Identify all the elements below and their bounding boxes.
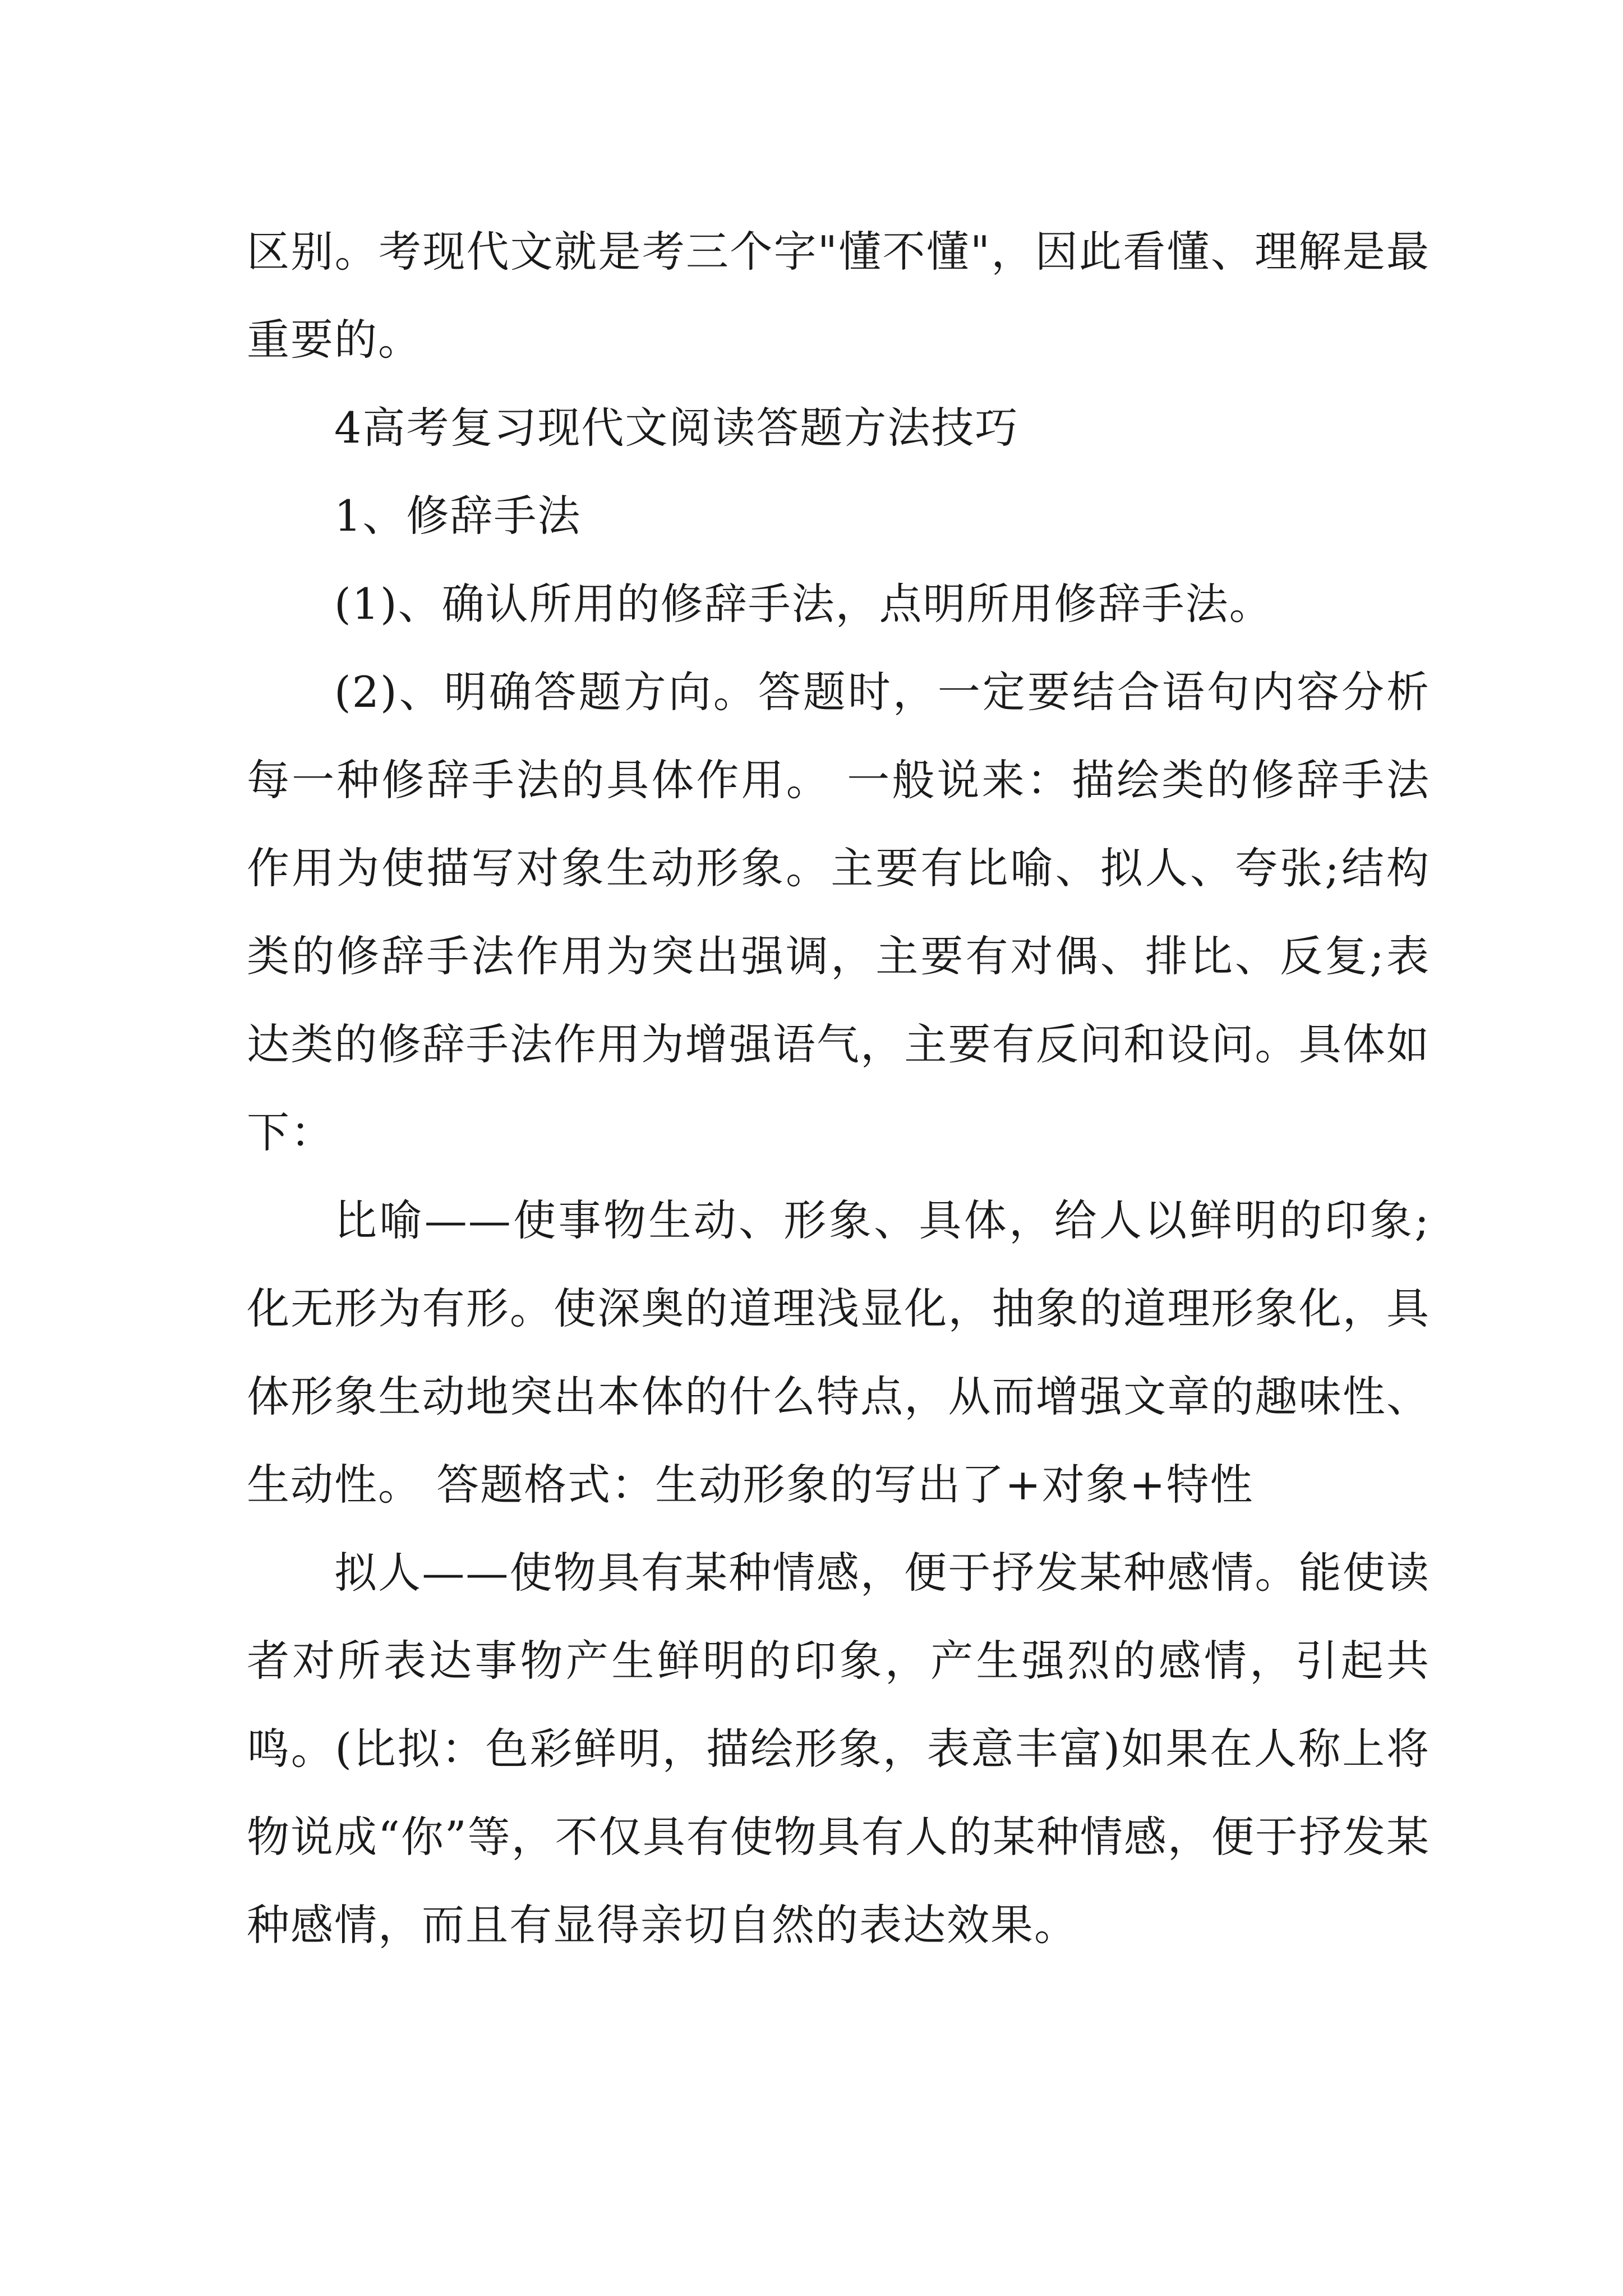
paragraph-step-1: (1)、确认所用的修辞手法，点明所用修辞手法。 — [334, 579, 1273, 629]
paragraph-step-2: (2)、明确答题方向。答题时，一定要结合语句内容分析每一种修辞手法的具体作用。 一般说来：描绘类的修辞手法作用为使描写对象生动形象。主要有比喻、拟人、夸张;结构类的修辞手法作用为突出强调，主要有对偶、排比、反复;表达类的修辞手法作用为增强语气，主要有反问和设问。具体如下： — [247, 667, 1430, 1157]
section-heading: 4高考复习现代文阅读答题方法技巧 — [334, 403, 1019, 453]
body-text — [247, 208, 1430, 1969]
paragraph-continuation: 区别。考现代文就是考三个字"懂不懂"，因此看懂、理解是最重要的。 — [247, 227, 1430, 365]
subsection-heading: 1、修辞手法 — [334, 491, 582, 541]
paragraph-metaphor: 比喻——使事物生动、形象、具体，给人以鲜明的印象;化无形为有形。使深奥的道理浅显化，抽象的道理形象化，具体形象生动地突出本体的什么特点，从而增强文章的趣味性、生动性。 答题格式：生动形象的写出了+对象+特性 — [247, 1195, 1430, 1510]
paragraph-personification: 拟人——使物具有某种情感，便于抒发某种感情。能使读者对所表达事物产生鲜明的印象，产生强烈的感情，引起共鸣。(比拟：色彩鲜明，描绘形象，表意丰富)如果在人称上将物说成“你”等，不仅具有使物具有人的某种情感，便于抒发某种感情，而且有显得亲切自然的表达效果。 — [247, 1548, 1430, 1950]
